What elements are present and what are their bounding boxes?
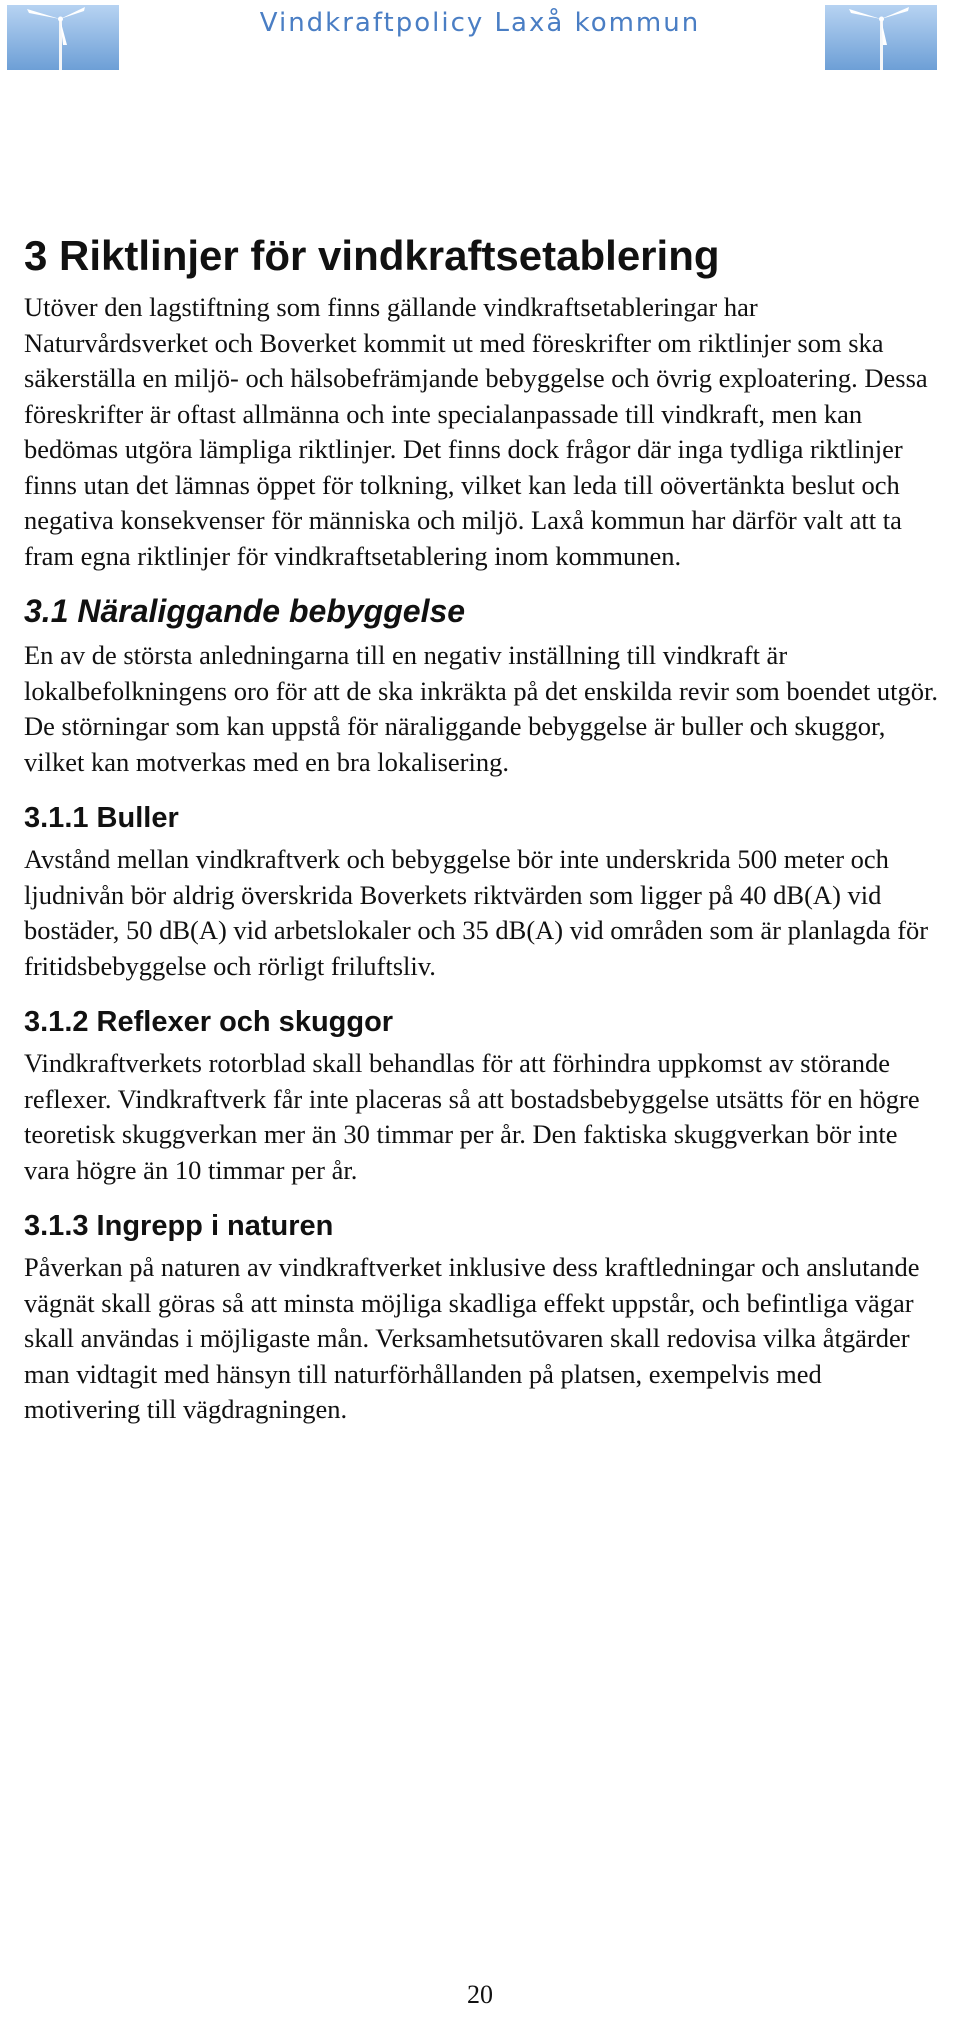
section-3-1-heading: 3.1 Näraliggande bebyggelse <box>24 593 466 629</box>
section-3-1-paragraph: En av de största anledningarna till en negativ inställning till vindkraft är lokalbefolkningens oro för att de ska inkräkta på det enskilda revir som boendet utgör. De störningar som kan uppstå för näraliggande bebyggelse är buller och skuggor, vilket kan motverkas med en bra lokalisering. <box>24 640 939 777</box>
section-3-1-2-heading: 3.1.2 Reflexer och skuggor <box>24 1006 394 1038</box>
section-3-1-2-paragraph: Vindkraftverkets rotorblad skall behandlas för att förhindra uppkomst av störande reflexer. Vindkraftverk får inte placeras så att bostadsbebyggelse utsätts för en högre teoretisk skuggverkan mer än 30 timmar per år. Den faktiska skuggverkan bör inte vara högre än 10 timmar per år. <box>24 1048 920 1185</box>
section-3-1-3-paragraph: Påverkan på naturen av vindkraftverket inklusive dess kraftledningar och anslutande vägnät skall göras så att minsta möjliga skadliga effekt uppstår, och befintliga vägar skall användas i möjligaste mån. Verksamhetsutövaren skall redovisa vilka åtgärder man vidtagit med hänsyn till naturförhållanden på platsen, exempelvis med motivering till vägdragningen. <box>24 1252 920 1424</box>
section-3-1-1-heading: 3.1.1 Buller <box>24 802 179 834</box>
section-3-heading: 3 Riktlinjer för vindkraftsetablering <box>24 232 720 279</box>
section-3-1-3-heading: 3.1.3 Ingrepp i naturen <box>24 1210 334 1242</box>
page-number: 20 <box>467 1980 493 2009</box>
section-3-1-1-paragraph: Avstånd mellan vindkraftverk och bebyggelse bör inte underskrida 500 meter och ljudnivån bör aldrig överskrida Boverkets riktvärden som ligger på 40 dB(A) vid bostäder, 50 dB(A) vid arbetslokaler och 35 dB(A) vid områden som är planlagda för fritidsbebyggelse och rörligt friluftsliv. <box>24 844 929 981</box>
header-title: Vindkraftpolicy Laxå kommun <box>259 8 701 38</box>
section-3-paragraph: Utöver den lagstiftning som finns gällande vindkraftsetableringar har Naturvårdsverket och Boverket kommit ut med föreskrifter om riktlinjer som ska säkerställa en miljö- och hälsobefrämjande bebyggelse och övrig exploatering. Dessa föreskrifter är oftast allmänna och inte specialanpassade till vindkraft, men kan bedömas utgöra lämpliga riktlinjer. Det finns dock frågor där inga tydliga riktlinjer finns utan det lämnas öppet för tolkning, vilket kan leda till oövertänkta beslut och negativa konsekvenser för människa och miljö. Laxå kommun har därför valt att ta fram egna riktlinjer för vindkraftsetablering inom kommunen. <box>24 292 928 571</box>
document-body <box>24 232 944 1428</box>
wind-turbine-photo-icon <box>825 5 937 70</box>
page-header <box>0 0 960 80</box>
